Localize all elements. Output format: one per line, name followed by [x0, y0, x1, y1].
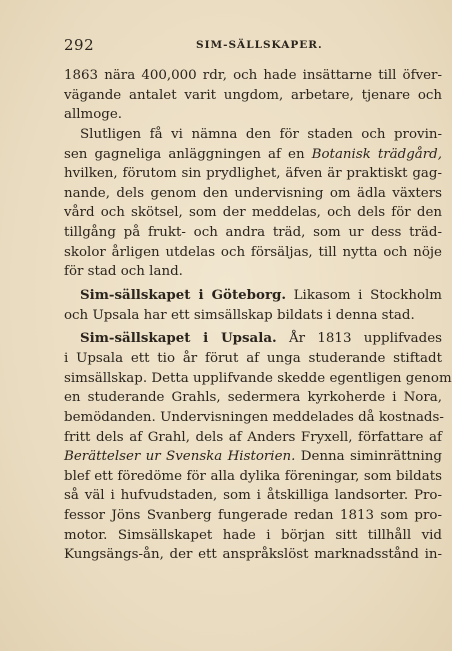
text-segment: Likasom i Stockholm — [286, 288, 442, 304]
text-line — [64, 428, 442, 448]
text-line — [64, 329, 442, 349]
section-heading: Sim-sällskapet i Upsala. — [80, 330, 277, 347]
text-segment: 1863 nära 400,000 rdr, och hade insättarne till öfver- — [64, 68, 442, 83]
text-segment: sen gagneliga anläggningen af en — [64, 146, 312, 162]
text-segment: vägande antalet varit ungdom, arbetare, tjenare och — [64, 87, 442, 103]
text-segment: vård och skötsel, som der meddelas, och dels för den — [64, 205, 442, 221]
text-segment: så väl i hufvudstaden, som i åtskilliga landsorter. Pro- — [64, 488, 442, 504]
text-segment: Denna siminrättning — [295, 449, 442, 465]
text-segment: tillgång på frukt- och andra träd, som ur dess träd- — [64, 225, 442, 241]
text-segment: allmoge. — [64, 107, 123, 123]
text-line — [64, 526, 442, 546]
text-segment: Slutligen få vi nämna den för staden och provin- — [80, 126, 442, 142]
text-segment: i Upsala ett tio år förut af unga studerande stiftadt — [64, 350, 442, 366]
body-text — [64, 66, 452, 565]
text-line — [64, 545, 442, 565]
text-segment: för stad och land. — [64, 264, 183, 280]
text-line — [64, 388, 442, 408]
text-line — [64, 369, 452, 389]
text-segment: och Upsala har ett simsällskap bildats i denna stad. — [64, 307, 415, 323]
text-line — [64, 486, 442, 506]
page-header — [64, 36, 440, 54]
running-title: SIM-SÄLLSKAPER. — [196, 39, 323, 51]
text-line — [64, 184, 442, 204]
text-line — [64, 349, 442, 369]
text-line — [64, 145, 442, 165]
text-segment: nande, dels genom den undervisning om ädla växters — [64, 185, 442, 201]
section-heading: Sim-sällskapet i Göteborg. — [80, 287, 287, 304]
text-segment: skolor årligen utdelas och försäljas, till nytta och nöje — [64, 244, 442, 260]
text-line — [64, 86, 442, 106]
text-line — [64, 223, 442, 243]
text-segment: blef ett föredöme för alla dylika föreningar, som bildats — [64, 468, 442, 484]
text-segment: hvilken, förutom sin prydlighet, äfven är praktiskt gag- — [64, 166, 442, 182]
text-segment: År 1813 upplifvades — [276, 331, 443, 347]
text-line — [64, 286, 442, 306]
text-line — [64, 66, 442, 86]
text-line — [64, 164, 442, 184]
text-line — [64, 306, 442, 326]
text-line — [64, 447, 442, 467]
text-line — [64, 408, 442, 428]
text-segment: simsällskap. Detta upplifvande skedde egentligen genom — [64, 370, 452, 386]
text-line — [64, 467, 442, 487]
text-segment: Kungsängs-ån, der ett anspråkslöst marknadsstånd in- — [64, 547, 442, 563]
text-segment: en studerande Grahls, sedermera kyrkoherde i Nora, — [64, 390, 442, 406]
text-line — [64, 203, 442, 223]
text-line — [64, 125, 442, 145]
italic-text: Botanisk trädgård, — [311, 146, 442, 162]
page-number: 292 — [64, 36, 95, 54]
text-line — [64, 506, 442, 526]
text-line — [64, 105, 442, 125]
text-line — [64, 262, 442, 282]
text-segment: fritt dels af Grahl, dels af Anders Fryxell, författare af — [64, 429, 442, 445]
text-segment: bemödanden. Undervisningen meddelades då kostnads- — [64, 409, 444, 425]
italic-text: Berättelser ur Svenska Historien. — [64, 449, 296, 465]
text-segment: motor. Simsällskapet hade i början sitt tillhåll vid — [64, 527, 442, 543]
text-segment: fessor Jöns Svanberg fungerade redan 1813 som pro- — [64, 508, 442, 524]
text-line — [64, 243, 442, 263]
